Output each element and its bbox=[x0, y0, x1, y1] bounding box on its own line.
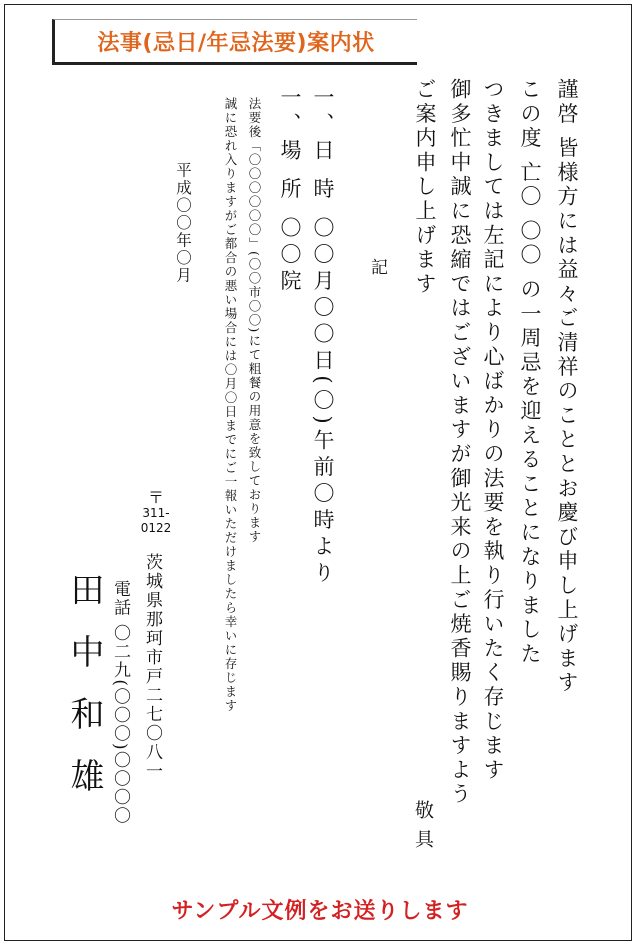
sender-name: 田中和雄 bbox=[64, 572, 104, 820]
note-line-2: 誠に恐れ入りますがご都合の悪い場合には〇月〇日までにご一報いただけましたら幸いに存じます bbox=[223, 97, 238, 713]
ki-mark: 記 bbox=[367, 258, 387, 275]
closing-keigu: 敬具 bbox=[412, 800, 434, 858]
letter-line-2: この度 亡〇 〇〇 の一周忌を迎えることになりました bbox=[518, 78, 542, 667]
postal-code bbox=[136, 490, 176, 536]
postal-code-part-1: 311- bbox=[142, 506, 170, 520]
postal-mark-icon: 〒 bbox=[147, 488, 164, 507]
letter-line-3: つきましては左記により心ばかりの法要を執り行いたく存じます bbox=[481, 78, 505, 783]
letter-line-4: 御多忙中誠に恐縮ではございますが御光来の上ご焼香賜りますよう bbox=[448, 78, 472, 807]
letter-date: 平成〇〇年〇月 bbox=[174, 162, 192, 285]
letter-line-1: 謹啓 皆様方には益々ご清祥のこととお慶び申し上げます bbox=[555, 78, 579, 696]
detail-place: 一、場 所 〇〇院 bbox=[278, 86, 302, 296]
page-title-text: 法事(忌日/年忌法要)案内状 bbox=[97, 30, 375, 56]
note-line-1: 法要後「〇〇〇〇〇〇」(〇〇市〇〇)にて粗餐の用意を致しております bbox=[247, 97, 262, 544]
letter-line-5: ご案内申し上げます bbox=[413, 78, 437, 297]
postal-code-part-2: 0122 bbox=[140, 521, 172, 535]
page-title bbox=[52, 19, 417, 65]
detail-date-time: 一、日 時 〇〇月〇〇日(〇)午前〇時より bbox=[311, 86, 335, 589]
sender-phone: 電話 〇二九(〇〇〇)〇〇〇〇 bbox=[110, 580, 130, 826]
sample-footer-notice: サンプル文例をお送りします bbox=[171, 899, 469, 924]
sender-address: 茨城県那珂市戸二七〇八一 bbox=[142, 553, 162, 781]
